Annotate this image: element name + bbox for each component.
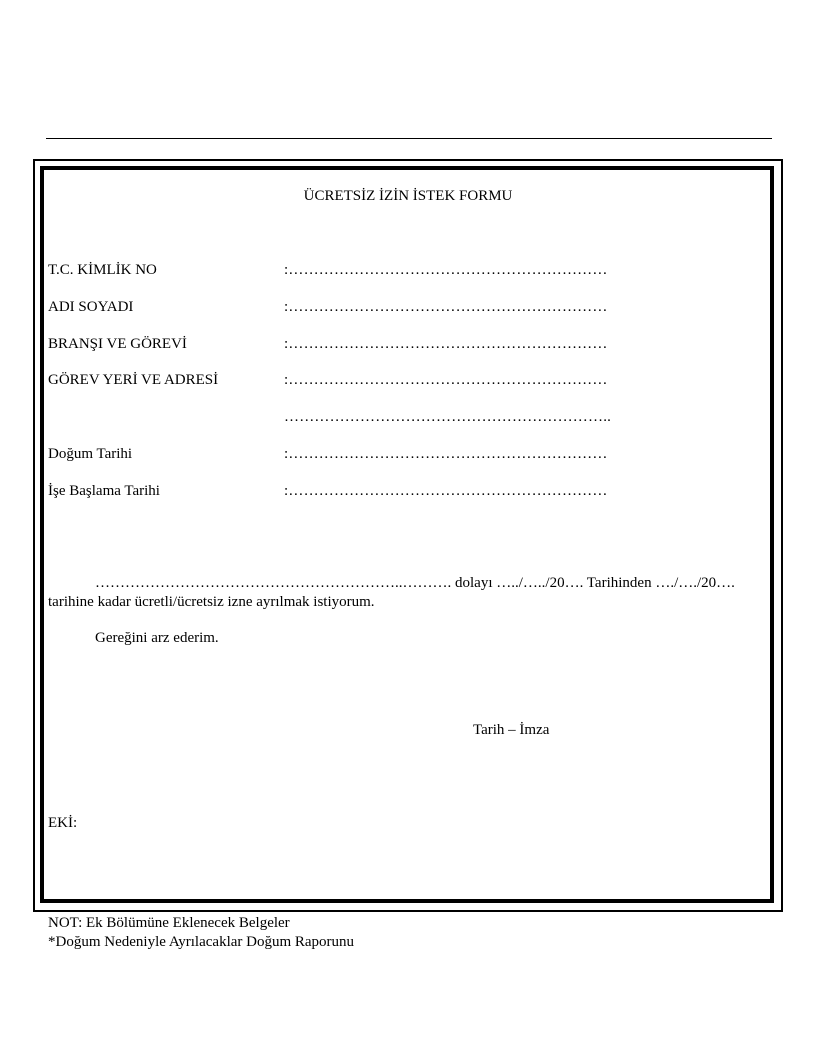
signature-label: Tarih – İmza	[473, 722, 550, 738]
closing-text: Gereğini arz ederim.	[95, 630, 219, 646]
note-line-1: NOT: Ek Bölümüne Eklenecek Belgeler	[48, 915, 290, 931]
attachments-label: EKİ:	[48, 815, 78, 831]
field-value-tc-kimlik-no[interactable]: :………………………………………………………	[284, 262, 608, 278]
field-label-adi-soyadi: ADI SOYADI	[48, 299, 134, 315]
field-label-bransi-gorevi: BRANŞI VE GÖREVİ	[48, 336, 187, 352]
request-line-2: tarihine kadar ücretli/ücretsiz izne ayrılmak istiyorum.	[48, 594, 375, 610]
field-label-dogum-tarihi: Doğum Tarihi	[48, 446, 133, 462]
form-title: ÜCRETSİZ İZİN İSTEK FORMU	[303, 188, 513, 204]
field-label-tc-kimlik-no: T.C. KİMLİK NO	[48, 262, 157, 278]
field-value-gorev-yeri-adresi[interactable]: :………………………………………………………	[284, 372, 608, 388]
field-value-dogum-tarihi[interactable]: :………………………………………………………	[284, 446, 608, 462]
note-line-2: *Doğum Nedeniyle Ayrılacaklar Doğum Raporunu	[48, 934, 355, 950]
field-label-ise-baslama-tarihi: İşe Başlama Tarihi	[48, 483, 160, 499]
request-line-1[interactable]: ……………………………………………………..………. dolayı …../…../20…. Tarihinden …./…./20….	[95, 575, 735, 591]
field-label-gorev-yeri-adresi: GÖREV YERİ VE ADRESİ	[48, 372, 219, 388]
field-value-adres-continuation[interactable]: ………………………………………………………..	[284, 409, 612, 425]
field-value-bransi-gorevi[interactable]: :………………………………………………………	[284, 336, 608, 352]
top-rule	[46, 138, 772, 139]
field-value-ise-baslama-tarihi[interactable]: :………………………………………………………	[284, 483, 608, 499]
field-value-adi-soyadi[interactable]: :………………………………………………………	[284, 299, 608, 315]
